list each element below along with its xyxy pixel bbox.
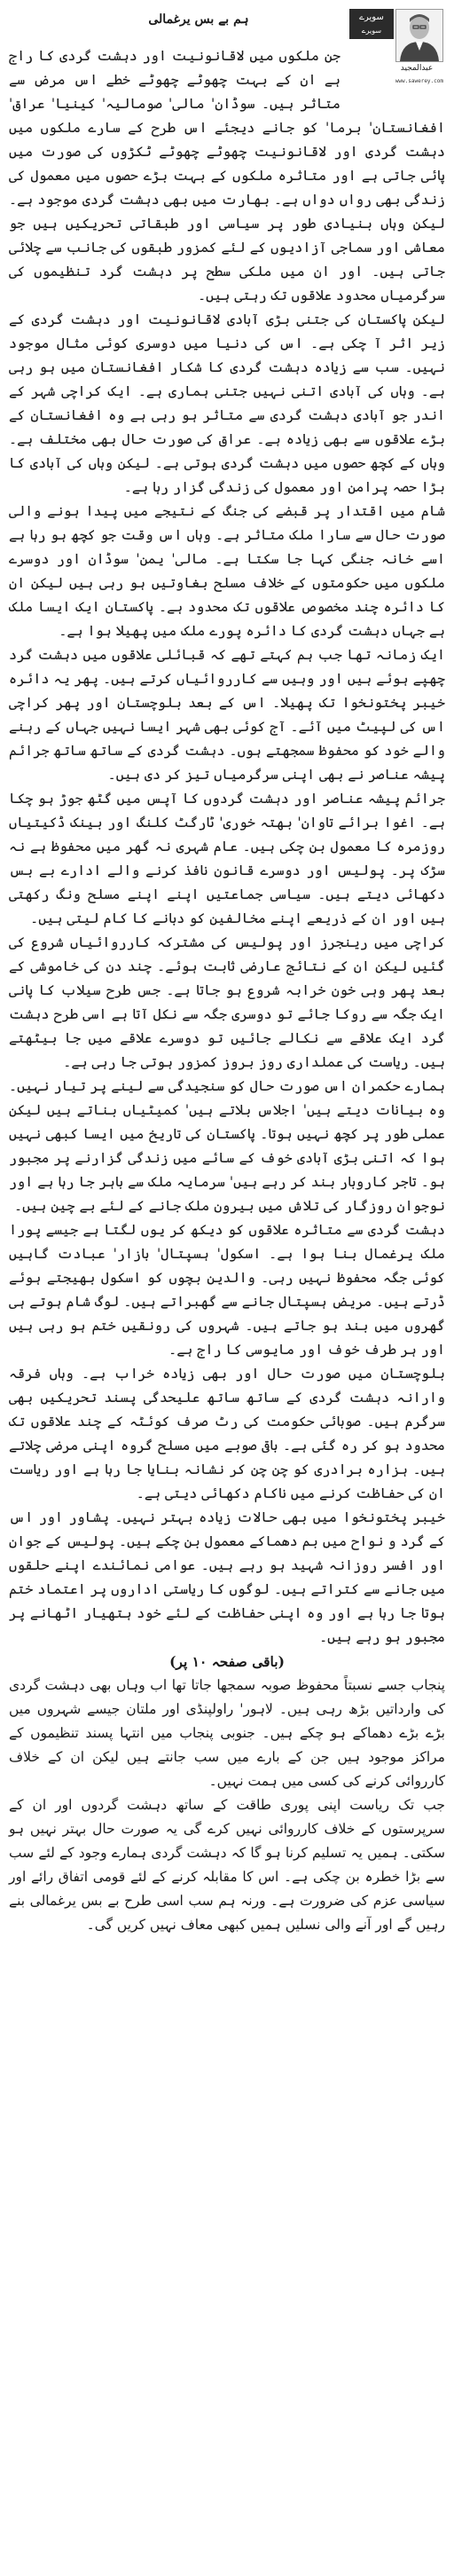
paragraph: لیکن پاکستان کی جتنی بڑی آبادی لاقانونیت اور دہشت گردی کے زیر اثر آ چکی ہے۔ اس کی دنیا میں دوسری کوئی مثال موجود نہیں۔ سب سے زیادہ دہشت گردی کا شکار افغانستان میں ہو رہی ہے۔ وہاں کی آبادی اتنی نہیں جتنی ہماری ہے۔ ایک کراچی شہر کے اندر جو آبادی دہشت گردی سے متاثر ہو رہی ہے وہ افغانستان کے بڑے علاقوں سے بھی زیادہ ہے۔ عراق کی صورت حال بھی مختلف ہے۔ وہاں کے کچھ حصوں میں دہشت گردی ہوتی ہے۔ لیکن وہاں کی آبادی کا بڑا حصہ پرامن اور معمول کی زندگی گزار رہا ہے۔ bbox=[9, 311, 445, 495]
article-body bbox=[9, 44, 445, 1937]
column-logo-line-2: سویرے bbox=[361, 27, 382, 35]
subhead: (باقی صفحہ ۱۰ پر) bbox=[169, 1653, 285, 1670]
paragraph: جرائم پیشہ عناصر اور دہشت گردوں کا آپس میں گٹھ جوڑ ہو چکا ہے۔ اغوا برائے تاوان' بھتہ خوری' ٹارگٹ کلنگ اور بینک ڈکیتیاں روزمرہ کا معمول بن چکی ہیں۔ عام شہری نہ گھر میں محفوظ ہے نہ سڑک پر۔ پولیس اور دوسرے قانون نافذ کرنے والے ادارے بے بس دکھائی دیتے ہیں۔ سیاسی جماعتیں اپنے اپنے مسلح ونگ رکھتی ہیں اور ان کے ذریعے اپنے مخالفین کو دبانے کا کام لیتی ہیں۔ bbox=[9, 791, 445, 926]
paragraph: بلوچستان میں صورت حال اور بھی زیادہ خراب ہے۔ وہاں فرقہ وارانہ دہشت گردی کے ساتھ ساتھ علیحدگی پسند تحریکیں بھی سرگرم ہیں۔ صوبائی حکومت کی رٹ صرف کوئٹہ کے چند علاقوں تک محدود ہو کر رہ گئی ہے۔ باقی صوبے میں مسلح گروہ اپنی مرضی چلاتے ہیں۔ ہزارہ برادری کو چن چن کر نشانہ بنایا جا رہا ہے اور ریاست ان کی حفاظت کرنے میں ناکام دکھائی دیتی ہے۔ bbox=[9, 1366, 445, 1501]
author-name: عبدالمجید bbox=[400, 64, 434, 73]
paragraph: ہمارے حکمران اس صورت حال کو سنجیدگی سے لینے پر تیار نہیں۔ وہ بیانات دیتے ہیں' اجلاس بلاتے ہیں' کمیٹیاں بناتے ہیں لیکن عملی طور پر کچھ نہیں ہوتا۔ پاکستان کی تاریخ میں ایسا کبھی نہیں ہوا کہ اتنی بڑی آبادی خوف کے سائے میں زندگی گزارنے پر مجبور ہو۔ تاجر کاروبار بند کر رہے ہیں' سرمایہ ملک سے باہر جا رہا ہے اور نوجوان روزگار کی تلاش میں بیرون ملک جانے کے لئے بے چین ہیں۔ bbox=[9, 1078, 445, 1214]
paragraph: پنجاب جسے نسبتاً محفوظ صوبہ سمجھا جاتا تھا اب وہاں بھی دہشت گردی کی وارداتیں بڑھ رہی ہیں۔ لاہور' راولپنڈی اور ملتان جیسے شہروں میں بڑے بڑے دھماکے ہو چکے ہیں۔ جنوبی پنجاب میں انتہا پسند تنظیموں کے مراکز موجود ہیں جن کے بارے میں سب جانتے ہیں لیکن ان کے خلاف کارروائی کرنے کی کسی میں ہمت نہیں۔ bbox=[9, 1677, 445, 1789]
column-logo-line-1: سویرے bbox=[359, 12, 384, 22]
column-logo bbox=[349, 9, 394, 39]
paragraph: کراچی میں رینجرز اور پولیس کی مشترکہ کارروائیاں شروع کی گئیں لیکن ان کے نتائج عارضی ثابت ہوئے۔ چند دن کی خاموشی کے بعد پھر وہی خون خرابہ شروع ہو جاتا ہے۔ جس طرح سیلاب کا پانی ایک جگہ سے روکا جائے تو دوسری جگہ سے نکل آتا ہے اسی طرح دہشت گرد ایک علاقے سے نکالے جائیں تو دوسرے علاقے میں جا بیٹھتے ہیں۔ ریاست کی عملداری روز بروز کمزور ہوتی جا رہی ہے۔ bbox=[9, 934, 445, 1070]
column-header bbox=[9, 7, 445, 99]
author-email: www.sawerey.com bbox=[395, 78, 443, 84]
column-masthead bbox=[346, 9, 443, 91]
paragraph: دہشت گردی سے متاثرہ علاقوں کو دیکھ کر یوں لگتا ہے جیسے پورا ملک یرغمال بنا ہوا ہے۔ اسکول' ہسپتال' بازار' عبادت گاہیں کوئی جگہ محفوظ نہیں رہی۔ والدین بچوں کو اسکول بھیجتے ہوئے ڈرتے ہیں۔ مریض ہسپتال جانے سے گھبراتے ہیں۔ لوگ شام ہوتے ہی گھروں میں بند ہو جاتے ہیں۔ شہروں کی رونقیں ختم ہو رہی ہیں اور ہر طرف خوف اور مایوسی کا راج ہے۔ bbox=[9, 1222, 445, 1358]
paragraph: خیبر پختونخوا میں بھی حالات زیادہ بہتر نہیں۔ پشاور اور اس کے گرد و نواح میں بم دھماکے معمول بن چکے ہیں۔ پولیس کے جوان اور افسر روزانہ شہید ہو رہے ہیں۔ عوامی نمائندے اپنے حلقوں میں جانے سے کتراتے ہیں۔ لوگوں کا ریاستی اداروں پر اعتماد ختم ہوتا جا رہا ہے اور وہ اپنی حفاظت کے لئے خود ہتھیار اٹھانے پر مجبور ہو رہے ہیں۔ bbox=[9, 1509, 445, 1645]
paragraph: شام میں اقتدار پر قبضے کی جنگ کے نتیجے میں پیدا ہونے والی صورت حال سے سارا ملک متاثر ہے۔ وہاں اس وقت جو کچھ ہو رہا ہے اسے خانہ جنگی کہا جا سکتا ہے۔ مالی' یمن' سوڈان اور دوسرے ملکوں میں حکومتوں کے خلاف مسلح بغاوتیں ہو رہی ہیں لیکن ان کا دائرہ چند مخصوص علاقوں تک محدود ہے۔ پاکستان ایک ایسا ملک ہے جہاں دہشت گردی کا دائرہ پورے ملک میں پھیلا ہوا ہے۔ bbox=[9, 503, 445, 639]
paragraph: جب تک ریاست اپنی پوری طاقت کے ساتھ دہشت گردوں اور ان کے سرپرستوں کے خلاف کارروائی نہیں کرے گی یہ صورت حال بہتر نہیں ہو سکتی۔ ہمیں یہ تسلیم کرنا ہو گا کہ دہشت گردی ہمارے وجود کے لئے سب سے بڑا خطرہ بن چکی ہے۔ اس کا مقابلہ کرنے کے لئے قومی اتفاق رائے اور سیاسی عزم کی ضرورت ہے۔ ورنہ ہم سب اسی طرح بے بس یرغمالی بنے رہیں گے اور آنے والی نسلیں ہمیں کبھی معاف نہیں کریں گی۔ bbox=[9, 1797, 445, 1933]
author-photo bbox=[395, 9, 443, 62]
paragraph: جن ملکوں میں لاقانونیت اور دہشت گردی کا راج ہے ان کے بہت چھوٹے چھوٹے خطے اس مرض سے متاثر ہیں۔ سوڈان' مالی' صومالیہ' کینیا' عراق' افغانستان' برما' کو جانے دیجئے اس طرح کے سارے ملکوں میں دہشت گردی اور لاقانونیت چھوٹے چھوٹے ٹکڑوں کی صورت میں پائی جاتی ہے اور متاثرہ ملکوں کے بہت بڑے حصوں میں معمول کی زندگی بھی رواں دواں ہے۔ بھارت میں بھی دہشت گردی موجود ہے۔ لیکن وہاں بنیادی طور پر سیاسی اور طبقاتی تحریکیں ہیں جو معاشی اور سماجی آزادیوں کے لئے کمزور طبقوں کی جانب سے چلائی جاتی ہیں۔ اور ان میں ملکی سطح پر دہشت گرد تنظیموں کی سرگرمیاں محدود علاقوں تک رہتی ہیں۔ bbox=[9, 48, 445, 303]
paragraph: ایک زمانہ تھا جب ہم کہتے تھے کہ قبائلی علاقوں میں دہشت گرد چھپے ہوئے ہیں اور وہیں سے کارروائیاں کرتے ہیں۔ پھر یہ دائرہ خیبر پختونخوا تک پھیلا۔ اس کے بعد بلوچستان اور پھر کراچی اس کی لپیٹ میں آئے۔ آج کوئی بھی شہر ایسا نہیں جہاں کے رہنے والے خود کو محفوظ سمجھتے ہوں۔ دہشت گردی کے ساتھ ساتھ جرائم پیشہ عناصر نے بھی اپنی سرگرمیاں تیز کر دی ہیں۔ bbox=[9, 647, 445, 783]
column-title: ہم بے بس یرغمالی bbox=[148, 12, 249, 27]
